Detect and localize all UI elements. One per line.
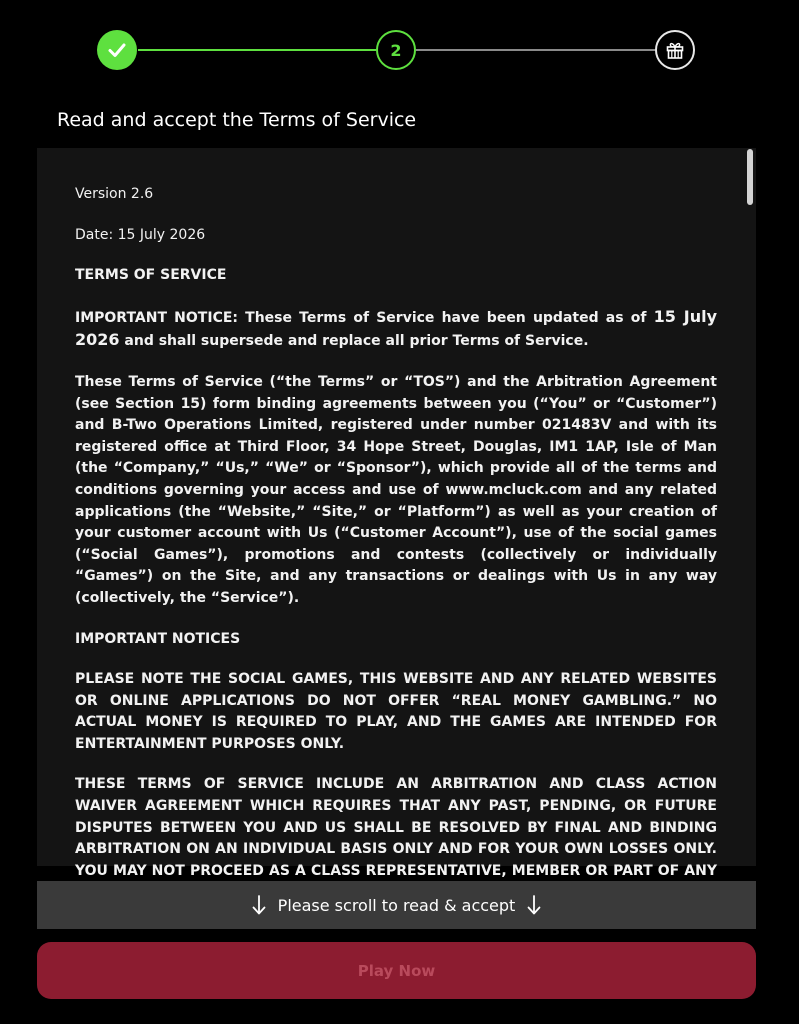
step-2-current [376,30,416,70]
gift-icon [665,40,685,60]
progress-stepper [0,0,799,100]
notice-suffix: and shall supersede and replace all prior Terms of Service. [124,333,589,350]
arrow-down-icon [527,894,541,916]
page-title: Read and accept the Terms of Service [57,109,417,131]
notice-prefix: IMPORTANT NOTICE: These Terms of Service have been updated as of [75,309,647,326]
tos-notices-heading: IMPORTANT NOTICES [75,630,241,647]
tos-date: Date: 15 July 2026 [75,226,206,243]
tos-arbitration-notice: THESE TERMS OF SERVICE INCLUDE AN ARBITRATION AND CLASS ACTION WAIVER AGREEMENT WHICH REQUIRES THAT ANY PAST, PENDING, OR FUTURE DISPUTES BETWEEN YOU AND US SHALL BE RESOLVED BY FINAL AND BINDING ARBITRATION ON AN INDIVIDUAL BASIS ONLY AND FOR YOUR OWN LOSSES ONLY. YOU MAY NOT PROCEED AS A CLASS REPRESENTATIVE, MEMBER OR PART OF ANY [75,776,717,879]
terms-of-service-scroll-panel[interactable] [37,148,756,879]
step-1-complete [97,30,137,70]
scroll-hint-text: Please scroll to read & accept [277,895,516,915]
tos-gambling-notice: PLEASE NOTE THE SOCIAL GAMES, THIS WEBSITE AND ANY RELATED WEBSITES OR ONLINE APPLICATIONS DO NOT OFFER “REAL MONEY GAMBLING.” NO ACTUAL MONEY IS REQUIRED TO PLAY, AND THE GAMES ARE INTENDED FOR ENTERTAINMENT PURPOSES ONLY. [75,671,717,752]
scroll-hint-bar [37,881,756,929]
step-2-number: 2 [390,40,402,60]
tos-heading: TERMS OF SERVICE [75,267,227,284]
tos-important-notice [75,306,717,353]
notice-date: 15 July 2026 [75,306,717,350]
play-now-button[interactable]: Play Now [37,942,756,999]
arrow-down-icon [252,894,266,916]
tos-version: Version 2.6 [75,186,154,202]
step-3-reward [655,30,695,70]
scrollbar-thumb[interactable] [747,149,753,205]
stepper-line-pending [416,49,655,51]
terms-content [75,184,717,945]
tos-intro-paragraph: These Terms of Service (“the Terms” or “TOS”) and the Arbitration Agreement (see Section 15) form binding agreements between you (“You” or “Customer”) and B-Two Operations Limited, registered under number 021483V and with its registered office at Third Floor, 34 Hope Street, Douglas, IM1 1AP, Isle of Man (the “Company,” “Us,” “We” or “Sponsor”), which provide all of the terms and conditions governing your access and use of www.mcluck.com and any related applications (the “Website,” “Site,” or “Platform”) as well as your creation of your customer account with Us (“Customer Account”), use of the social games (“Social Games”), promotions and contests (collectively or individually “Games”) on the Site, and any transactions or dealings with Us in any way (collectively, the “Service”). [75,373,717,606]
stepper-line-completed [138,49,376,51]
check-icon [106,39,128,61]
